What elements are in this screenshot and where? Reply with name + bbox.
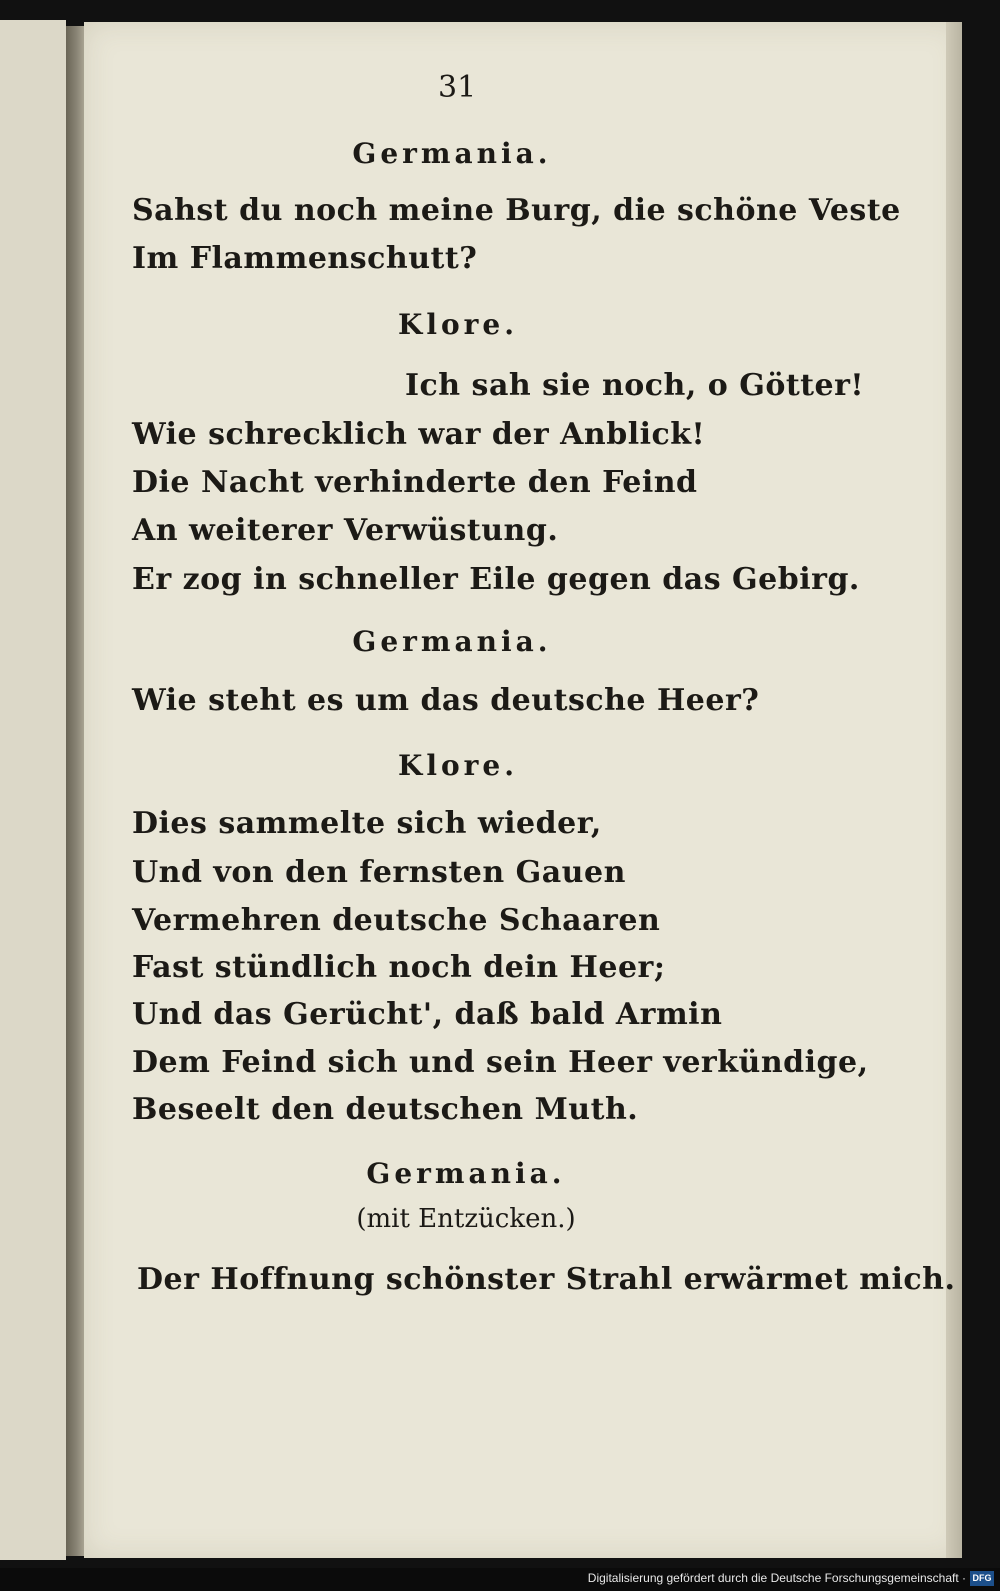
- speaker-heading: Germania.: [366, 1157, 566, 1190]
- verse-line: Er zog in schneller Eile gegen das Gebirg.: [132, 562, 860, 597]
- stage-direction: (mit Entzücken.): [356, 1204, 576, 1234]
- speaker-heading: Klore.: [398, 749, 518, 782]
- verse-line: Wie steht es um das deutsche Heer?: [132, 683, 760, 718]
- dfg-logo: DFG: [970, 1571, 994, 1586]
- verse-line: Dies sammelte sich wieder,: [132, 806, 602, 841]
- speaker-heading: Germania.: [352, 137, 552, 170]
- verse-line: Im Flammenschutt?: [132, 241, 478, 276]
- verse-line: Vermehren deutsche Schaaren: [132, 903, 661, 938]
- footer-bar: [0, 1568, 1000, 1591]
- verse-line: Fast stündlich noch dein Heer;: [132, 950, 666, 985]
- verse-line: Und von den fernsten Gauen: [132, 855, 626, 890]
- page-right-edge: [946, 22, 962, 1558]
- verse-line: Ich sah sie noch, o Götter!: [405, 368, 865, 403]
- verse-line: An weiterer Verwüstung.: [132, 513, 559, 548]
- verse-line: Der Hoffnung schönster Strahl erwärmet mich.: [137, 1262, 956, 1297]
- verse-line: Wie schrecklich war der Anblick!: [132, 417, 706, 452]
- speaker-heading: Germania.: [352, 625, 552, 658]
- verse-line: Die Nacht verhinderte den Feind: [132, 465, 698, 500]
- book-gutter: [66, 26, 84, 1556]
- verse-line: Sahst du noch meine Burg, die schöne Veste: [132, 193, 901, 228]
- verse-line: Und das Gerücht', daß bald Armin: [132, 997, 723, 1032]
- speaker-heading: Klore.: [398, 308, 518, 341]
- verse-line: Dem Feind sich und sein Heer verkündige,: [132, 1045, 869, 1080]
- verse-line: Beseelt den deutschen Muth.: [132, 1092, 639, 1127]
- facing-page-edge: [0, 20, 66, 1560]
- funding-credit: Digitalisierung gefördert durch die Deutsche Forschungsgemeinschaft ·: [587, 1571, 966, 1585]
- page-number: 31: [438, 70, 477, 105]
